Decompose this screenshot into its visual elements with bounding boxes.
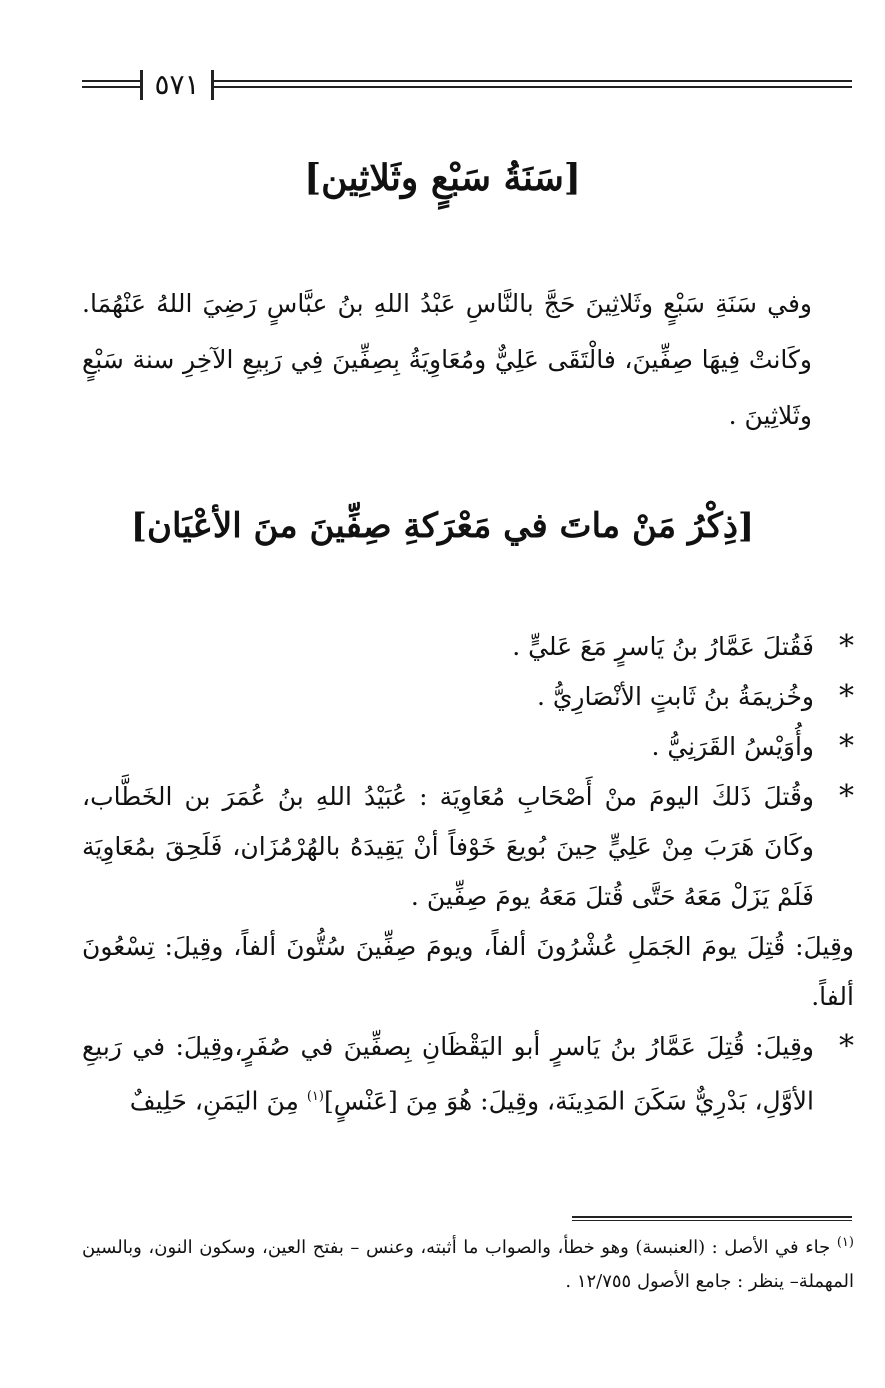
entry-text: وقُتلَ ذَلكَ اليومَ منْ أَصْحَابِ مُعَاوِيَة : عُبَيْدُ اللهِ بنُ عُمَرَ بن الخَطَّاب، وكَانَ هَرَبَ مِنْ عَلِيٍّ حِينَ بُويعَ خَوْفاً أنْ يَقِيدَهُ بالهُرْمُزَان، فَلَحِقَ بمُعَاوِيَة فَلَمْ يَزَلْ مَعَهُ حَتَّى قُتلَ مَعَهُ يومَ صِفِّينَ .	[82, 782, 814, 911]
asterisk-bullet: *	[839, 1029, 854, 1064]
asterisk-bullet: *	[839, 679, 854, 714]
section-heading-deaths: [ذِكْرُ مَنْ ماتَ في مَعْرَكةِ صِفِّينَ منَ الأعْيَان]	[130, 506, 755, 546]
running-header	[82, 70, 852, 100]
asterisk-bullet: *	[839, 629, 854, 664]
list-item	[82, 772, 854, 922]
entry-text: وقِيلَ: قُتِلَ عَمَّارُ بنُ يَاسرٍ أبو اليَقْظَانِ بِصفِّينَ في صُفَرٍ،وقِيلَ: في رَبيعِ الأوَّلِ، بَدْرِيٌّ سَكَنَ المَدِينَة، وقِيلَ: هُوَ مِنَ [عَنْسٍ]	[82, 1032, 814, 1116]
entry-text-continued: مِنَ اليَمَنِ، حَلِيفٌ	[129, 1086, 307, 1116]
page-number: ٥٧١	[154, 68, 200, 101]
asterisk-bullet: *	[839, 779, 854, 814]
header-rule-right	[214, 80, 852, 88]
entry-text: وخُزيمَةُ بنُ ثَابتٍ الأنْصَارِيُّ .	[536, 682, 814, 711]
footnote-text: جاء في الأصل : (العنبسة) وهو خطأ، والصواب ما أثبته، وعنس – بفتح العين، وسكون النون، وبالسين المهملة– ينظر : جامع الأصول ١٢/٧٥٥ .	[82, 1237, 854, 1292]
intro-paragraph: وفي سَنَةِ سَبْعٍ وثَلاثِينَ حَجَّ بالنَّاسِ عَبْدُ اللهِ بنُ عبَّاسٍ رَضِيَ اللهُ عَنْهُمَا. وكَانتْ فِيهَا صِفِّينَ، فالْتَقَى عَلِيٌّ ومُعَاوِيَةُ بِصِفِّينَ فِي رَبِيعِ الآخِرِ سنة سَبْعٍ وثَلاثِينَ .	[82, 289, 812, 430]
header-rule-left	[82, 80, 140, 88]
header-tick	[140, 70, 143, 100]
list-item	[82, 1022, 854, 1126]
footnote-number: (١)	[836, 1235, 854, 1250]
section-heading-year: [سَنَةُ سَبْعٍ وثَلاثِين]	[304, 157, 581, 199]
footnote-reference: (١)	[306, 1089, 324, 1104]
list-item	[82, 672, 854, 722]
list-item	[82, 622, 854, 672]
list-item	[82, 722, 854, 772]
entry-text: فَقُتلَ عَمَّارُ بنُ يَاسرٍ مَعَ عَليٍّ .	[512, 632, 814, 661]
asterisk-bullet: *	[839, 729, 854, 764]
entry-text: وقِيلَ: قُتِلَ يومَ الجَمَلِ عُشْرُونَ ألفاً، ويومَ صِفِّينَ سُتُّونَ ألفاً، وقِيلَ: تِسْعُونَ ألفاً.	[82, 932, 854, 1011]
entries-list	[82, 622, 854, 1126]
footnote-separator	[572, 1216, 852, 1221]
footnote	[82, 1226, 854, 1299]
list-item	[82, 922, 854, 1022]
entry-text: وأُوَيْسُ القَرَنِيُّ .	[651, 732, 814, 761]
